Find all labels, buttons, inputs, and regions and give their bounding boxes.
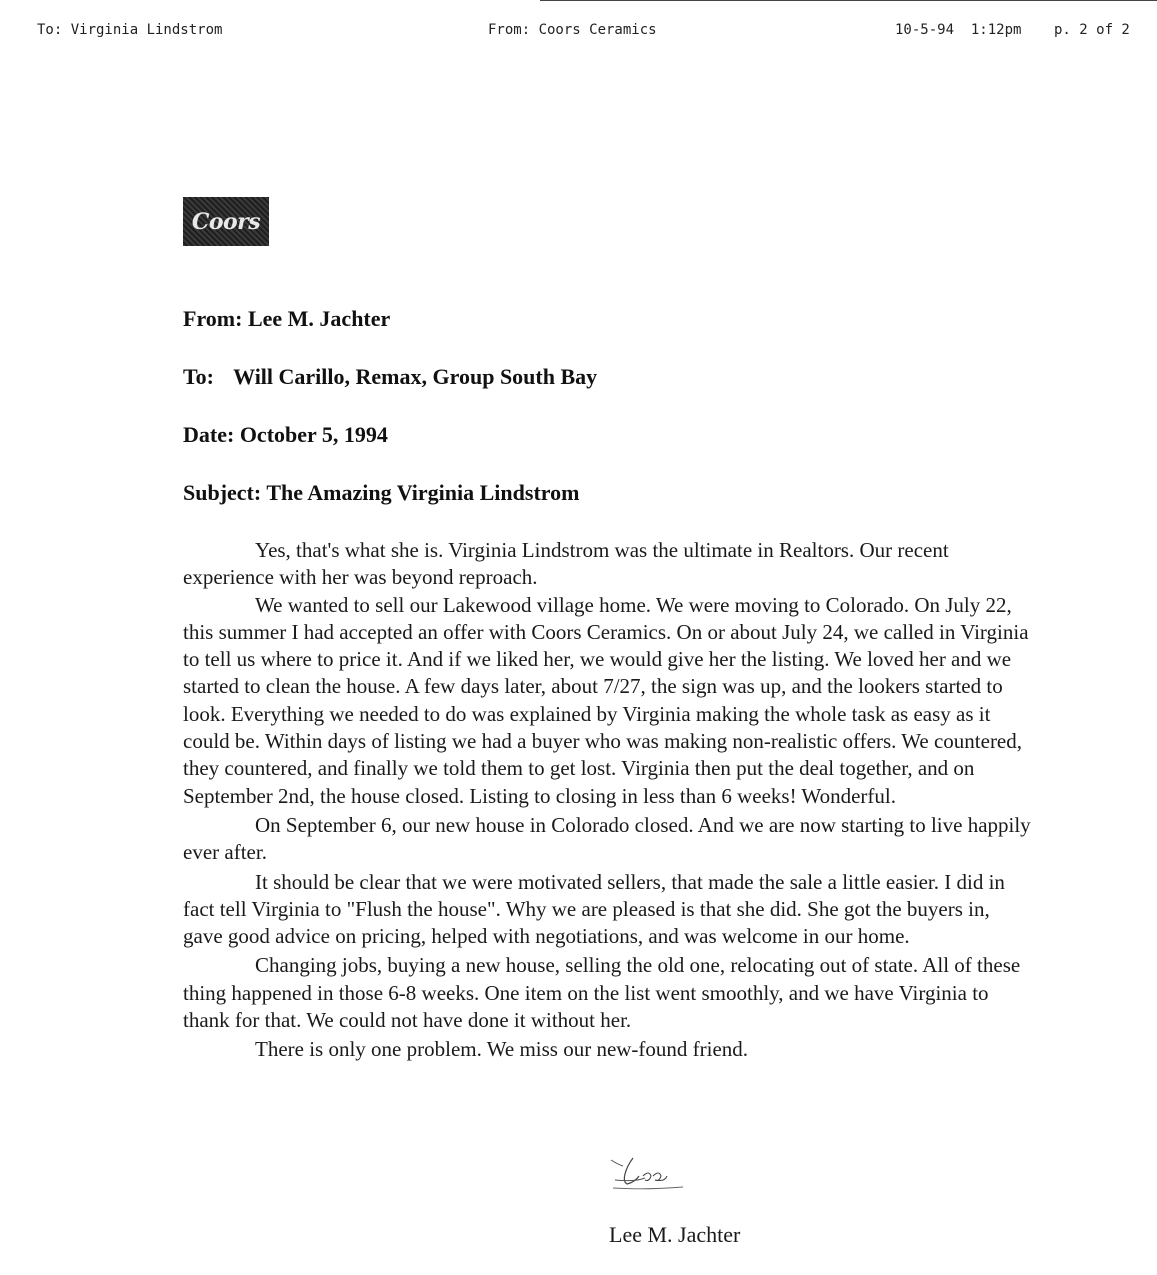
memo-subject-label: Subject: xyxy=(183,480,262,505)
paragraph-6: There is only one problem. We miss our new-found friend. xyxy=(255,1037,749,1062)
paragraph-4: It should be clear that we were motivated sellers, that made the sale a little easier. I did in fact tell Virginia to "Flush the house". Why we are pleased is that she did. She got the buyers in, gave good advice on pricing, helped with negotiations, and was welcome in our home. xyxy=(183,869,1005,949)
paragraph-1: Yes, that's what she is. Virginia Lindstrom was the ultimate in Realtors. Our recent experience with her was beyond reproach. xyxy=(183,538,949,590)
memo-subject xyxy=(183,480,579,506)
fax-header-datetime: 10-5-94 1:12pm xyxy=(895,22,1022,38)
paragraph-2: We wanted to sell our Lakewood village home. We were moving to Colorado. On July 22, this summer I had accepted an offer with Coors Ceramics. On or about July 24, we called in Virginia to tell us where to price it. And if we liked her, we would give her the listing. We loved her and we started to clean the house. A few days later, about 7/27, the sign was up, and the lookers started to look. Everything we needed to do was explained by Virginia making the whole task as easy as it could be. Within days of listing we had a buyer who was making non-realistic offers. We countered, they countered, and finally we told them to get lost. Virginia then put the deal together, and on September 2nd, the house closed. Listing to closing in less than 6 weeks! Wonderful. xyxy=(183,592,1029,808)
memo-from-label: From: xyxy=(183,306,243,331)
memo-from-value: Lee M. Jachter xyxy=(247,306,391,331)
memo-subject-value: The Amazing Virginia Lindstrom xyxy=(266,480,580,505)
coors-logo xyxy=(183,197,269,246)
memo-date xyxy=(183,422,388,448)
fax-header-page: p. 2 of 2 xyxy=(1054,22,1130,38)
memo-date-label: Date: xyxy=(183,422,235,447)
memo-to-value: Will Carillo, Remax, Group South Bay xyxy=(233,364,598,389)
memo-to-label: To: xyxy=(183,364,214,389)
letter-body xyxy=(183,537,1033,1064)
paragraph-3: On September 6, our new house in Colorado closed. And we are now starting to live happily ever after. xyxy=(183,812,1031,865)
handwritten-signature xyxy=(605,1152,690,1197)
fax-header-to: To: Virginia Lindstrom xyxy=(37,22,223,38)
signatory-name: Lee M. Jachter xyxy=(609,1222,741,1247)
fax-top-rule xyxy=(540,0,1157,1)
memo-from xyxy=(183,306,390,332)
logo-text: Coors xyxy=(191,208,261,235)
paragraph-5: Changing jobs, buying a new house, selling the old one, relocating out of state. All of these thing happened in those 6-8 weeks. One item on the list went smoothly, and we have Virginia to thank for that. We could not have done it without her. xyxy=(183,953,1021,1033)
memo-date-value: October 5, 1994 xyxy=(239,422,388,447)
fax-header-from: From: Coors Ceramics xyxy=(488,22,657,38)
memo-to xyxy=(183,364,597,390)
